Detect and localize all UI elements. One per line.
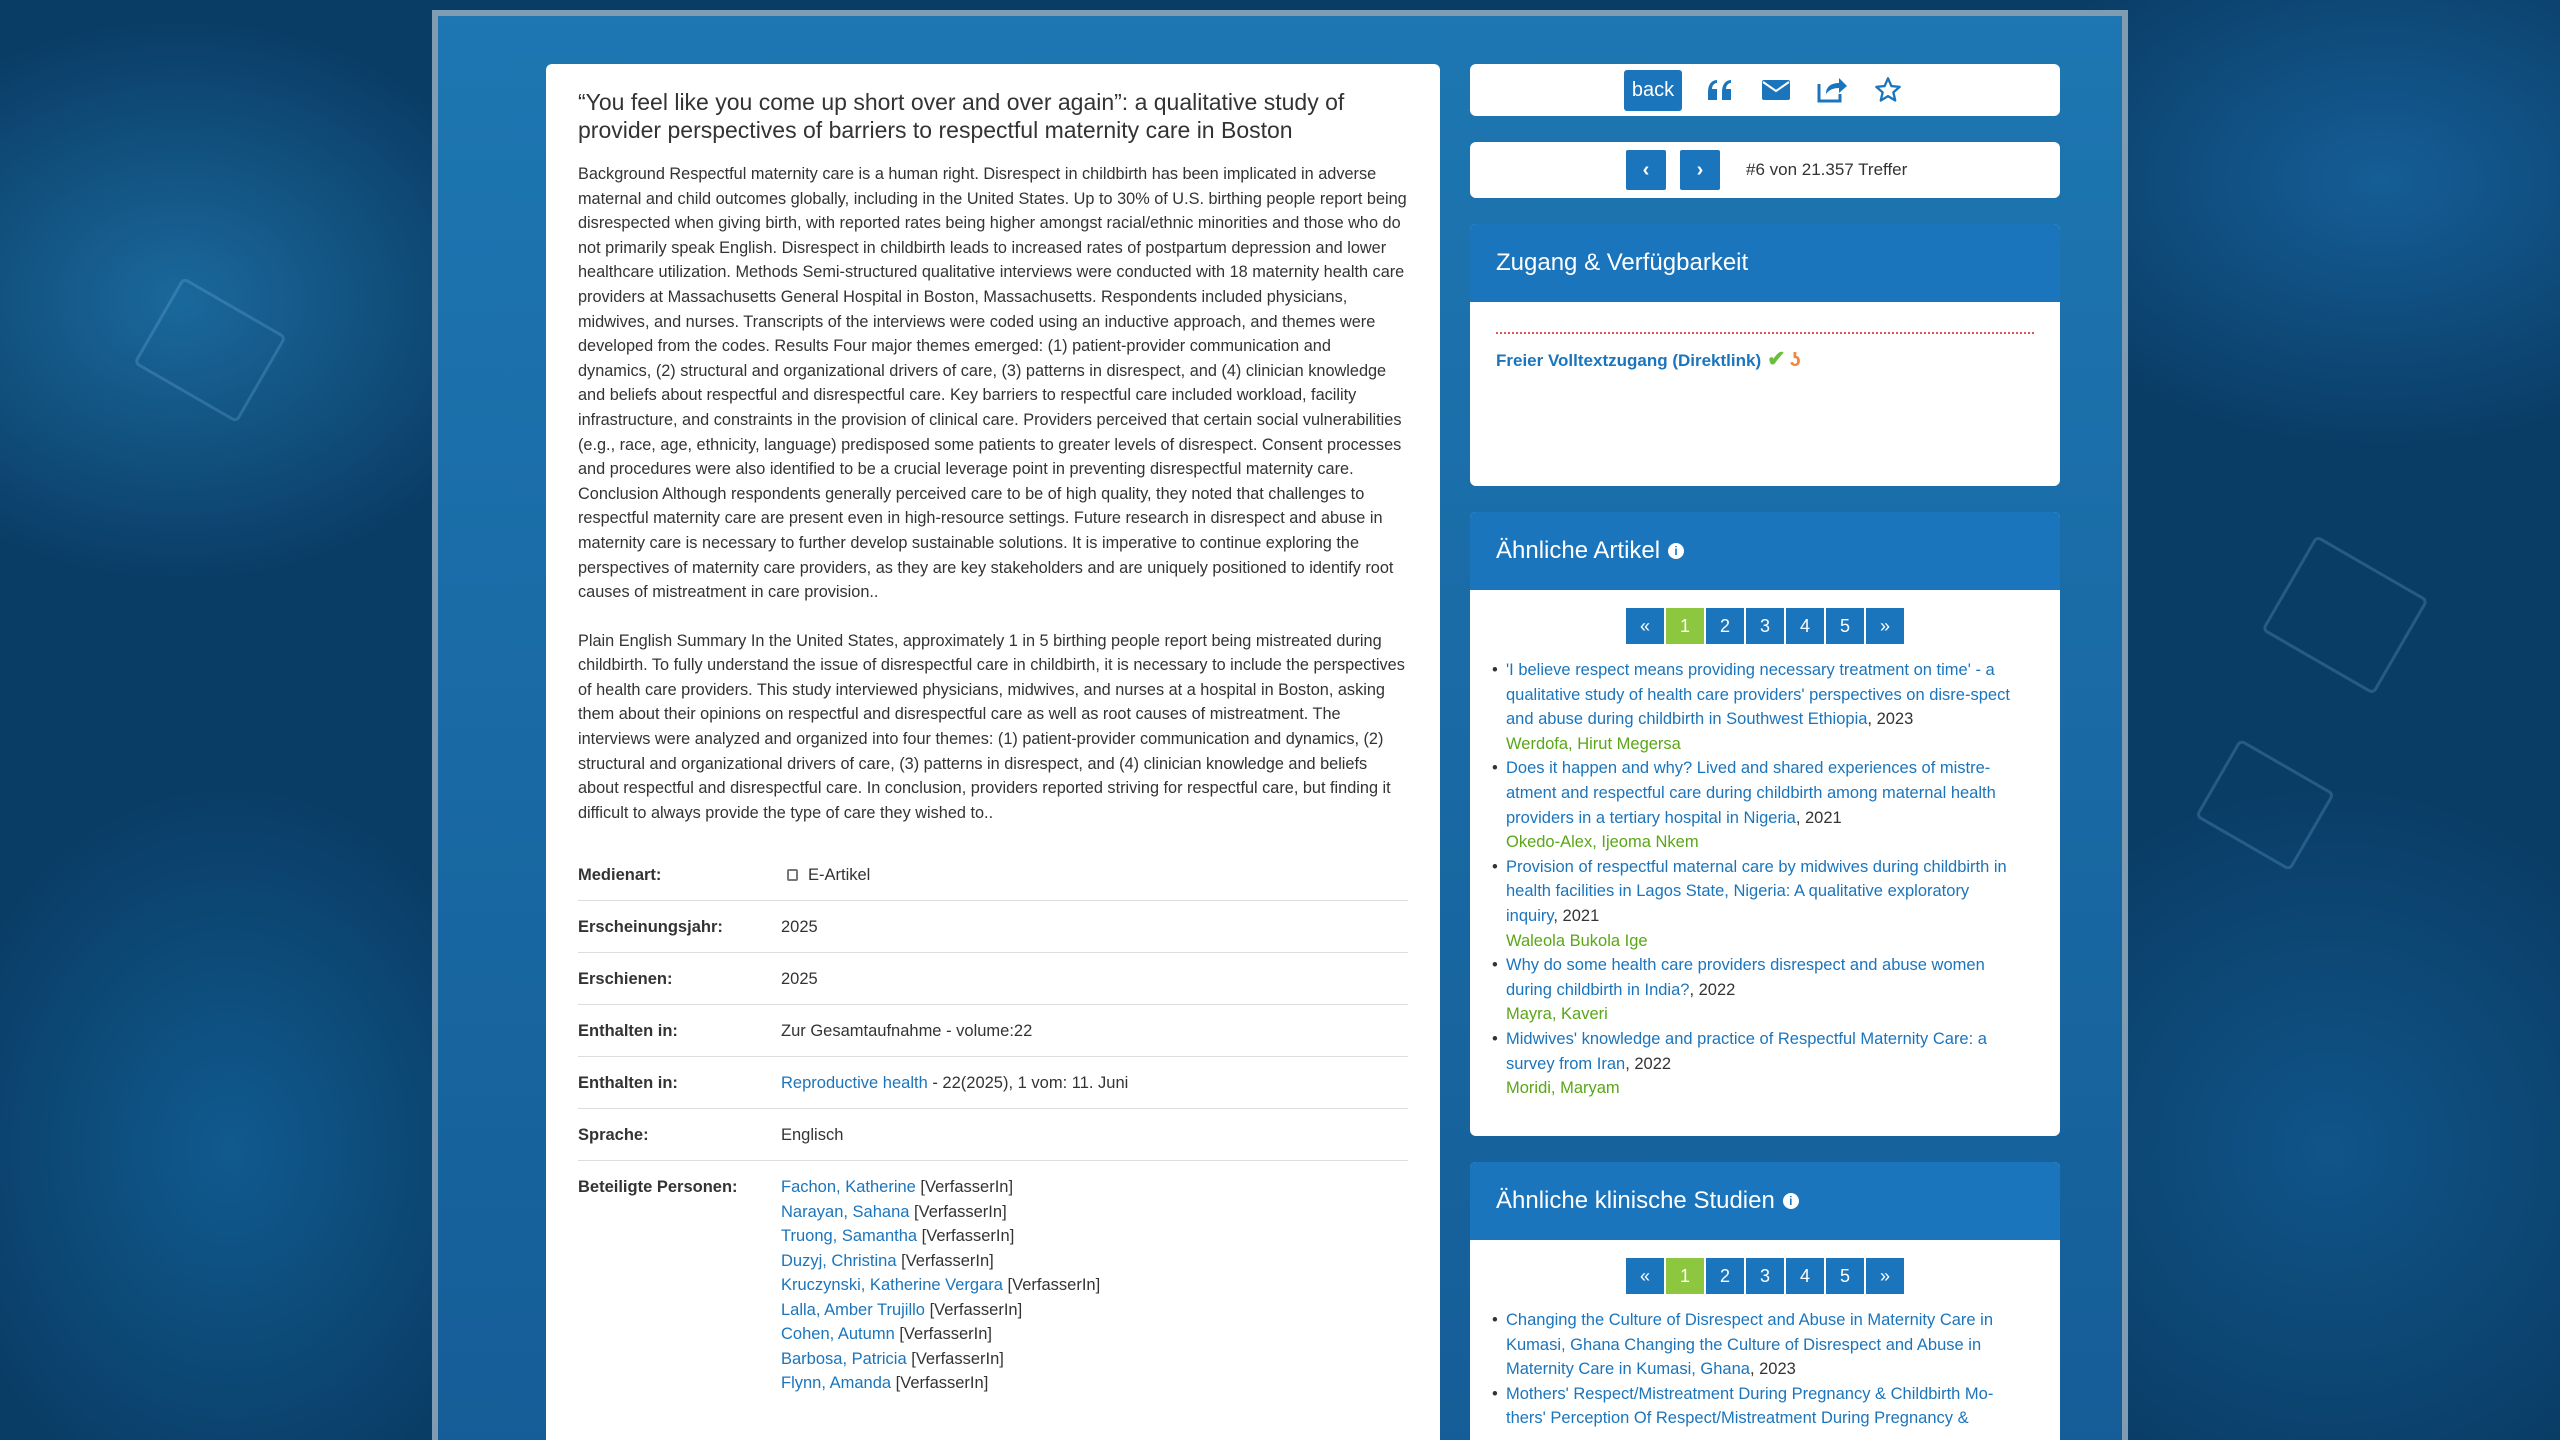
back-button[interactable]: back bbox=[1624, 70, 1682, 111]
related-year: , 2022 bbox=[1625, 1054, 1672, 1073]
pager-first-button[interactable]: « bbox=[1626, 608, 1664, 644]
related-year: , 2023 bbox=[1749, 1360, 1796, 1379]
related-year: , 2021 bbox=[1795, 808, 1842, 827]
person-role: [VerfasserIn] bbox=[924, 1300, 1023, 1319]
pager-page-button[interactable]: 4 bbox=[1786, 608, 1824, 644]
person-entry bbox=[781, 1224, 1100, 1249]
person-link[interactable]: Kruczynski, Katherine Vergara bbox=[781, 1276, 1003, 1295]
related-authors: Waleola Bukola Ige bbox=[1506, 931, 1648, 950]
info-icon[interactable]: i bbox=[1668, 543, 1684, 559]
person-entry bbox=[781, 1200, 1100, 1225]
related-authors: Mayra, Kaveri bbox=[1506, 1005, 1608, 1024]
pager-page-button[interactable]: 2 bbox=[1706, 1258, 1744, 1294]
meta-row-medienart bbox=[578, 849, 1408, 901]
meta-row-erschienen bbox=[578, 953, 1408, 1005]
meta-value: Englisch bbox=[781, 1126, 844, 1145]
background-molecule bbox=[2195, 739, 2335, 872]
meta-row-enthalten-journal bbox=[578, 1057, 1408, 1109]
list-item bbox=[1492, 1027, 2022, 1101]
related-title-link[interactable]: Midwives' knowledge and practice of Respectful Maternity Care: a survey from Iran bbox=[1506, 1029, 1987, 1073]
pager-page-button[interactable]: 3 bbox=[1746, 608, 1784, 644]
person-role: [VerfasserIn] bbox=[915, 1178, 1014, 1197]
meta-value: - 22(2025), 1 vom: 11. Juni bbox=[927, 1074, 1129, 1093]
journal-link[interactable]: Reproductive health bbox=[781, 1074, 928, 1093]
heading-text: Ähnliche Artikel bbox=[1496, 537, 1661, 564]
person-role: [VerfasserIn] bbox=[906, 1349, 1004, 1368]
similar-trials-panel bbox=[1470, 1162, 2060, 1440]
person-role: [VerfasserIn] bbox=[917, 1227, 1015, 1246]
full-text-link[interactable]: Freier Volltextzugang (Direktlink) bbox=[1496, 351, 1762, 370]
meta-label: Enthalten in: bbox=[578, 1022, 678, 1041]
pager-first-button[interactable]: « bbox=[1626, 1258, 1664, 1294]
person-link[interactable]: Flynn, Amanda bbox=[781, 1374, 892, 1393]
person-entry bbox=[781, 1298, 1100, 1323]
e-article-icon bbox=[787, 869, 798, 881]
person-link[interactable]: Truong, Samantha bbox=[781, 1227, 918, 1246]
similar-articles-panel bbox=[1470, 512, 2060, 1136]
star-icon[interactable] bbox=[1870, 72, 1906, 108]
pager-last-button[interactable]: » bbox=[1866, 1258, 1904, 1294]
metadata-table bbox=[578, 849, 1408, 1409]
list-item bbox=[1492, 855, 2022, 953]
next-result-button[interactable]: › bbox=[1680, 150, 1720, 190]
meta-value: 2025 bbox=[781, 970, 818, 989]
meta-label: Medienart: bbox=[578, 866, 662, 885]
similar-trials-heading bbox=[1470, 1162, 2060, 1240]
person-role: [VerfasserIn] bbox=[894, 1325, 992, 1344]
meta-label: Erscheinungsjahr: bbox=[578, 918, 723, 937]
related-title-link[interactable]: Provision of respectful maternal care by midwives during childbirth in health facilities in Lagos State, Nigeria: A qualitative exploratory inquiry bbox=[1506, 857, 2007, 925]
article-summary: Plain English Summary In the United States, approximately 1 in 5 birthing people report being mistreated during childbirth. To fully understand the issue of disrespectful care in childbirth, it is necessary to include the perspectives of health care providers. This study interviewed physicians, midwives, and nurses at a hospital in Boston, asking them about their opinions on respectful and disrespectful care as well as root causes of mistreatment. The interviews were analyzed and organized into four themes: (1) patient-provider communication and dynamics, (2) structural and organizational drivers of care, (3) patterns in disrespect, and (4) clinician knowledge and beliefs about respectful and disrespectful care. In conclusion, providers reported striving for respectful care, but finding it difficult to always provide the type of care they wished to.. bbox=[578, 631, 1405, 822]
background-molecule bbox=[2261, 535, 2429, 695]
person-list bbox=[781, 1175, 1100, 1396]
info-icon[interactable]: i bbox=[1783, 1193, 1799, 1209]
similar-trials-list bbox=[1470, 1308, 2060, 1431]
related-year: , 2022 bbox=[1689, 980, 1736, 999]
meta-label: Sprache: bbox=[578, 1126, 649, 1145]
similar-articles-list bbox=[1470, 658, 2060, 1101]
meta-value: Zur Gesamtaufnahme - volume:22 bbox=[781, 1022, 1033, 1041]
meta-row-personen bbox=[578, 1161, 1408, 1409]
meta-value: E-Artikel bbox=[808, 866, 871, 885]
related-title-link[interactable]: Does it happen and why? Lived and shared experiences of mistre-atment and respectful care during childbirth among maternal health providers in a tertiary hospital in Nigeria bbox=[1506, 759, 1996, 827]
pager-last-button[interactable]: » bbox=[1866, 608, 1904, 644]
person-role: [VerfasserIn] bbox=[891, 1374, 989, 1393]
result-navigation bbox=[1470, 142, 2060, 198]
related-title-link[interactable]: Changing the Culture of Disrespect and Abuse in Maternity Care in Kumasi, Ghana Changing the Culture of Disrespect and Abuse in Maternity Care in Kumasi, Ghana bbox=[1506, 1311, 1994, 1379]
person-link[interactable]: Barbosa, Patricia bbox=[781, 1349, 907, 1368]
list-item bbox=[1492, 1308, 2022, 1382]
person-entry bbox=[781, 1273, 1100, 1298]
pager-page-button[interactable]: 3 bbox=[1746, 1258, 1784, 1294]
background-molecule bbox=[133, 277, 287, 424]
similar-trials-pager bbox=[1470, 1258, 2060, 1294]
heading-text: Ähnliche klinische Studien bbox=[1496, 1187, 1775, 1214]
pager-page-button[interactable]: 5 bbox=[1826, 1258, 1864, 1294]
similar-articles-heading bbox=[1470, 512, 2060, 590]
person-link[interactable]: Narayan, Sahana bbox=[781, 1202, 910, 1221]
list-item bbox=[1492, 1382, 2022, 1431]
article-title: “You feel like you come up short over and over again”: a qualitative study of provider perspectives of barriers to respectful maternity care in Boston bbox=[578, 89, 1345, 143]
person-link[interactable]: Duzyj, Christina bbox=[781, 1251, 897, 1270]
person-link[interactable]: Lalla, Amber Trujillo bbox=[781, 1300, 925, 1319]
person-link[interactable]: Fachon, Katherine bbox=[781, 1178, 916, 1197]
open-access-icon: ʖ bbox=[1789, 349, 1801, 371]
related-year: , 2023 bbox=[1867, 710, 1914, 729]
meta-label: Enthalten in: bbox=[578, 1074, 678, 1093]
person-entry bbox=[781, 1175, 1100, 1200]
mail-icon[interactable] bbox=[1758, 72, 1794, 108]
meta-row-jahr bbox=[578, 901, 1408, 953]
meta-label: Erschienen: bbox=[578, 970, 673, 989]
person-entry bbox=[781, 1347, 1100, 1372]
result-counter: #6 von 21.357 Treffer bbox=[1746, 160, 1908, 179]
meta-label: Beteiligte Personen: bbox=[578, 1178, 738, 1197]
divider bbox=[1496, 332, 2034, 334]
related-authors: Werdofa, Hirut Megersa bbox=[1506, 734, 1681, 753]
quote-icon[interactable] bbox=[1702, 72, 1738, 108]
list-item bbox=[1492, 658, 2022, 756]
pager-page-button[interactable]: 4 bbox=[1786, 1258, 1824, 1294]
access-panel bbox=[1470, 224, 2060, 486]
pager-page-button[interactable]: 2 bbox=[1706, 608, 1744, 644]
person-link[interactable]: Cohen, Autumn bbox=[781, 1325, 895, 1344]
list-item bbox=[1492, 953, 2022, 1027]
article-panel bbox=[546, 64, 1440, 1440]
person-role: [VerfasserIn] bbox=[896, 1251, 994, 1270]
meta-row-sprache bbox=[578, 1109, 1408, 1161]
person-entry bbox=[781, 1249, 1100, 1274]
list-item bbox=[1492, 756, 2022, 854]
person-role: [VerfasserIn] bbox=[1002, 1276, 1101, 1295]
check-icon: ✔ bbox=[1767, 346, 1786, 371]
person-entry bbox=[781, 1371, 1100, 1396]
meta-value: 2025 bbox=[781, 918, 818, 937]
share-icon[interactable] bbox=[1814, 72, 1850, 108]
article-abstract: Background Respectful maternity care is a human right. Disrespect in childbirth has been implicated in adverse maternal and child outcomes globally, including in the United States. Up to 30% of U.S. birthing people report being disrespected when giving birth, with reported rates being higher amongst racial/ethnic minorities and those who do not primarily speak English. Disrespect in childbirth leads to increased rates of postpartum depression and lower healthcare utilization. Methods Semi-structured qualitative interviews were conducted with 18 maternity health care providers at Massachusetts General Hospital in Boston, Massachusetts. Respondents included physicians, midwives, and nurses. Transcripts of the interviews were coded using an inductive approach, and themes were developed from the codes. Results Four major themes emerged: (1) patient-provider communication and dynamics, (2) structural and organizational drivers of care, (3) patterns in disrespect, and (4) clinician knowledge and beliefs about respectful and disrespectful care. Key barriers to respectful care included workload, facility infrastructure, and constraints in the provision of clinical care. Providers perceived that certain social vulnerabilities (e.g., race, age, ethnicity, language) predisposed some patients to greater levels of disrespect. Consent processes and procedures were also identified to be a crucial leverage point in preventing disrespectful maternity care. Conclusion Although respondents generally perceived care to be of high quality, they noted that challenges to respectful maternity care are present even in high-resource settings. Future research in disrespect and abuse in maternity care is necessary to further develop sustainable solutions. It is imperative to continue exploring the perspectives of maternity care providers, as they are key stakeholders and are uniquely positioned to identify root causes of mistreatment in care provision.. bbox=[578, 165, 1407, 602]
meta-row-enthalten bbox=[578, 1005, 1408, 1057]
related-title-link[interactable]: Why do some health care providers disrespect and abuse women during childbirth in India? bbox=[1506, 956, 1985, 999]
person-entry bbox=[781, 1322, 1100, 1347]
related-authors: Okedo-Alex, Ijeoma Nkem bbox=[1506, 833, 1699, 852]
pager-page-button[interactable]: 1 bbox=[1666, 1258, 1704, 1294]
related-title-link[interactable]: 'I believe respect means providing necessary treatment on time' - a qualitative study of health care providers' perspectives on disre-spect and abuse during childbirth in Southwest Ethiopia bbox=[1506, 661, 2010, 729]
related-authors: Moridi, Maryam bbox=[1506, 1079, 1620, 1098]
previous-result-button[interactable]: ‹ bbox=[1626, 150, 1666, 190]
pager-page-button[interactable]: 1 bbox=[1666, 608, 1704, 644]
similar-articles-pager bbox=[1470, 608, 2060, 644]
person-role: [VerfasserIn] bbox=[909, 1202, 1007, 1221]
pager-page-button[interactable]: 5 bbox=[1826, 608, 1864, 644]
related-title-link[interactable]: Mothers' Respect/Mistreatment During Pregnancy & Childbirth Mo-thers' Perception Of Respect/Mistreatment During Pregnancy & bbox=[1506, 1384, 1994, 1428]
access-heading: Zugang & Verfügbarkeit bbox=[1470, 224, 2060, 302]
toolbar bbox=[1470, 64, 2060, 116]
related-year: , 2021 bbox=[1553, 906, 1600, 925]
